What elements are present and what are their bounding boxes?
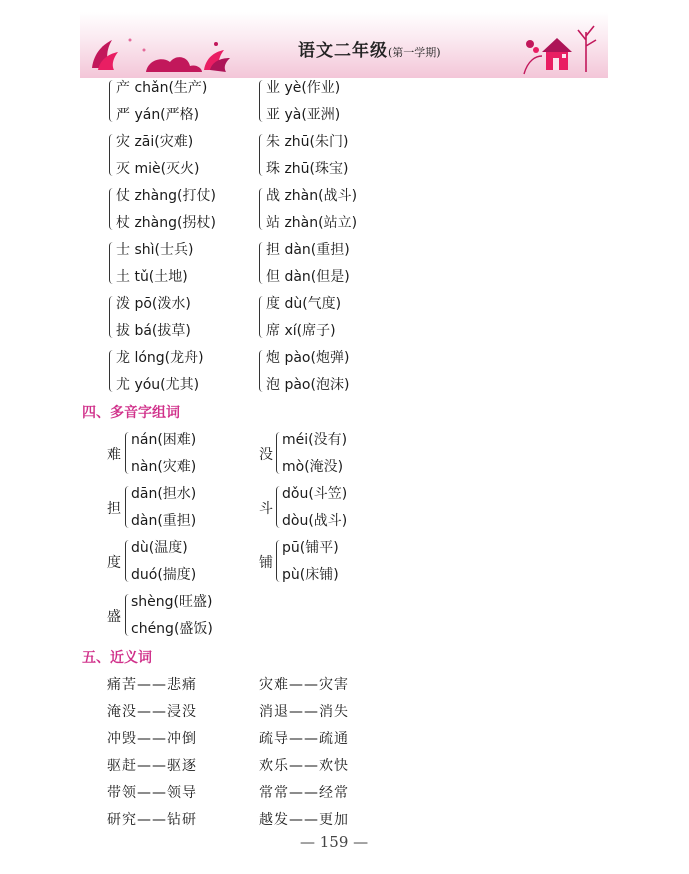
- synonym-pair: 驱赶——驱逐: [107, 758, 197, 774]
- brace: [109, 350, 115, 392]
- poly-char: 盛: [107, 609, 121, 625]
- poly-reading-2: duó(揣度): [131, 567, 197, 583]
- synonym-pair: 痛苦——悲痛: [107, 677, 197, 693]
- pair-right-2: 珠 zhū(珠宝): [266, 161, 349, 177]
- pair-left-2: 灭 miè(灭火): [116, 161, 200, 177]
- brace: [259, 134, 265, 176]
- synonym-pair: 淹没——浸没: [107, 704, 197, 720]
- brace: [109, 134, 115, 176]
- brace: [259, 350, 265, 392]
- poly-char: 没: [259, 447, 273, 463]
- pair-right-1: 担 dàn(重担): [266, 242, 350, 258]
- synonym-pair: 灾难——灾害: [259, 677, 349, 693]
- page-number: — 159 —: [300, 833, 369, 851]
- poly-reading-1: nán(困难): [131, 432, 197, 448]
- pair-left-1: 泼 pō(泼水): [116, 296, 191, 312]
- pair-right-1: 度 dù(气度): [266, 296, 342, 312]
- brace: [109, 80, 115, 122]
- poly-char: 度: [107, 555, 121, 571]
- section-4-heading: 四、多音字组词: [82, 405, 180, 421]
- brace: [259, 242, 265, 284]
- poly-char: 铺: [259, 555, 273, 571]
- poly-reading-2: mò(淹没): [282, 459, 344, 475]
- pair-right-1: 炮 pào(炮弹): [266, 350, 350, 366]
- pair-left-1: 士 shì(士兵): [116, 242, 194, 258]
- poly-reading-2: nàn(灾难): [131, 459, 197, 475]
- pair-right-2: 但 dàn(但是): [266, 269, 350, 285]
- pair-right-1: 朱 zhū(朱门): [266, 134, 349, 150]
- header-decoration-left: [84, 30, 234, 76]
- pair-right-2: 站 zhàn(站立): [266, 215, 358, 231]
- poly-char: 担: [107, 501, 121, 517]
- pair-left-1: 灾 zāi(灾难): [116, 134, 194, 150]
- poly-reading-2: dàn(重担): [131, 513, 197, 529]
- header-title: [298, 36, 441, 61]
- synonym-pair: 消退——消失: [259, 704, 349, 720]
- poly-reading-1: pū(铺平): [282, 540, 339, 556]
- pair-left-1: 仗 zhàng(打仗): [116, 188, 216, 204]
- pair-right-2: 泡 pào(泡沫): [266, 377, 350, 393]
- brace: [109, 242, 115, 284]
- pair-left-1: 产 chǎn(生产): [116, 80, 208, 96]
- pair-left-2: 土 tǔ(土地): [116, 269, 188, 285]
- poly-reading-1: shèng(旺盛): [131, 594, 213, 610]
- pair-left-1: 龙 lóng(龙舟): [116, 350, 204, 366]
- pair-right-1: 战 zhàn(战斗): [266, 188, 358, 204]
- brace: [109, 188, 115, 230]
- page-header: [80, 12, 608, 78]
- synonym-pair: 带领——领导: [107, 785, 197, 801]
- poly-reading-2: chéng(盛饭): [131, 621, 213, 637]
- poly-reading-1: dù(温度): [131, 540, 188, 556]
- section-5-heading: 五、近义词: [82, 650, 152, 666]
- poly-reading-1: dān(担水): [131, 486, 197, 502]
- pair-left-2: 杖 zhàng(拐杖): [116, 215, 216, 231]
- pair-left-2: 严 yán(严格): [116, 107, 200, 123]
- poly-reading-2: dòu(战斗): [282, 513, 348, 529]
- header-decoration-right: [520, 16, 608, 76]
- pair-right-2: 席 xí(席子): [266, 323, 336, 339]
- header-title-main: 语文二年级: [298, 41, 388, 61]
- poly-char: 斗: [259, 501, 273, 517]
- brace: [259, 296, 265, 338]
- synonym-pair: 冲毁——冲倒: [107, 731, 197, 747]
- brace: [259, 188, 265, 230]
- pair-left-2: 拔 bá(拔草): [116, 323, 191, 339]
- pair-right-2: 亚 yà(亚洲): [266, 107, 341, 123]
- pair-left-2: 尤 yóu(尤其): [116, 377, 200, 393]
- synonym-pair: 研究——钻研: [107, 812, 197, 828]
- poly-char: 难: [107, 447, 121, 463]
- synonym-pair: 疏导——疏通: [259, 731, 349, 747]
- header-title-sub: (第一学期): [388, 46, 441, 59]
- synonym-pair: 越发——更加: [259, 812, 349, 828]
- brace: [259, 80, 265, 122]
- poly-reading-2: pù(床铺): [282, 567, 339, 583]
- pair-right-1: 业 yè(作业): [266, 80, 341, 96]
- brace: [109, 296, 115, 338]
- synonym-pair: 常常——经常: [259, 785, 349, 801]
- poly-reading-1: dǒu(斗笠): [282, 486, 348, 502]
- synonym-pair: 欢乐——欢快: [259, 758, 349, 774]
- poly-reading-1: méi(没有): [282, 432, 348, 448]
